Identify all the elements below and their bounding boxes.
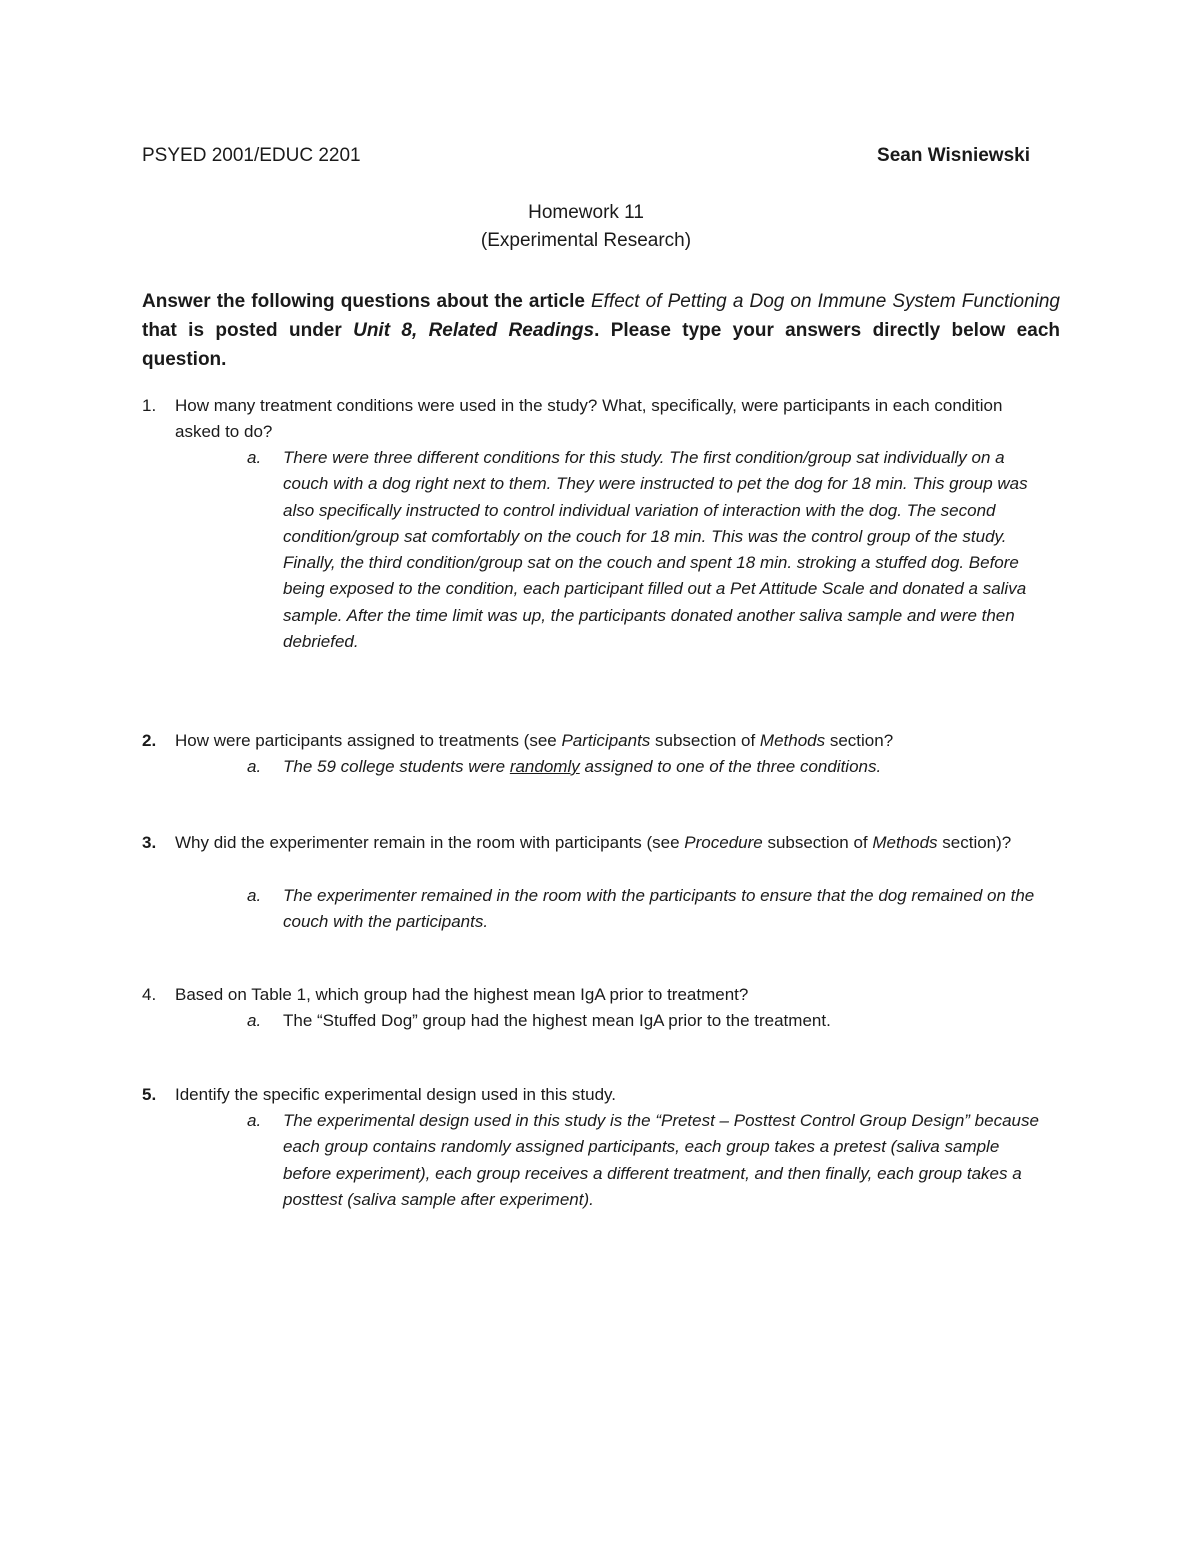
answer-text (283, 754, 1047, 780)
question-5 (142, 1082, 1042, 1108)
question-number: 2. (142, 731, 157, 750)
question-3 (142, 830, 1042, 856)
question-number: 3. (142, 833, 157, 852)
question-text-part: Participants (561, 731, 651, 750)
question-text-part: Procedure (684, 833, 763, 852)
question-text-part: section)? (937, 833, 1012, 852)
question-text-part: subsection of (650, 731, 760, 750)
question-number: 4. (142, 985, 157, 1004)
question-text: Identify the specific experimental design used in this study. (175, 1085, 616, 1104)
intro-text-2: that is posted under (142, 320, 354, 341)
question-4 (142, 982, 1042, 1008)
answer-3 (247, 883, 1047, 936)
answer-letter: a. (247, 886, 262, 905)
question-text: Based on Table 1, which group had the highest mean IgA prior to treatment? (175, 985, 749, 1004)
question-text-part: section? (825, 731, 894, 750)
question-1 (142, 393, 1042, 445)
answer-letter: a. (247, 1111, 262, 1130)
question-text-part: How were participants assigned to treatments (see (175, 731, 562, 750)
document-header (142, 145, 1030, 171)
course-code: PSYED 2001/EDUC 2201 (142, 145, 361, 166)
question-number: 1. (142, 396, 157, 415)
readings-location: Unit 8, Related Readings (353, 320, 595, 341)
question-2 (142, 728, 1042, 754)
question-number: 5. (142, 1085, 157, 1104)
question-text (175, 728, 1042, 754)
answer-text-part: The 59 college students were (283, 757, 510, 776)
answer-text: The “Stuffed Dog” group had the highest mean IgA prior to the treatment. (283, 1011, 831, 1030)
answer-letter: a. (247, 757, 262, 776)
homework-subtitle: (Experimental Research) (480, 230, 692, 251)
answer-4 (247, 1008, 1047, 1034)
answer-text: The experimental design used in this study is the “Pretest – Posttest Control Group Design” because each group contains randomly assigned participants, each group takes a pretest (saliva sample before experiment), each group receives a different treatment, and then finally, each group takes a posttest (saliva sample after experiment). (283, 1111, 1039, 1209)
question-text-part: Methods (759, 731, 826, 750)
answer-letter: a. (247, 1011, 262, 1030)
question-text: How many treatment conditions were used in the study? What, specifically, were participants in each condition asked to do? (175, 396, 1003, 441)
answer-text-part: randomly (509, 757, 580, 776)
homework-title: Homework 11 (528, 202, 644, 223)
answer-text: There were three different conditions for this study. The first condition/group sat individually on a couch with a dog right next to them. They were instructed to pet the dog for 18 min. This group was also specifically instructed to control individual variation of interaction with the dog. The second condition/group sat comfortably on the couch for 18 min. This was the control group of the study. Finally, the third condition/group sat on the couch and spent 18 min. stroking a stuffed dog. Before being exposed to the condition, each participant filled out a Pet Attitude Scale and donated a saliva sample. After the time limit was up, the participants donated another saliva sample and were then debriefed. (283, 448, 1028, 652)
article-title: Effect of Petting a Dog on Immune System Functioning (591, 291, 1060, 312)
question-text-part: Methods (872, 833, 938, 852)
answer-2 (247, 754, 1047, 780)
answer-letter: a. (247, 448, 262, 467)
intro-text-1: Answer the following questions about the article (142, 291, 591, 312)
author-name: Sean Wisniewski (877, 145, 1030, 166)
answer-5 (247, 1108, 1047, 1213)
answer-text-part: assigned to one of the three conditions. (579, 757, 882, 776)
question-text (175, 830, 1042, 856)
intro-text-3: . Please type your answers directly below each question. (142, 320, 1060, 370)
answer-1 (247, 445, 1047, 655)
instructions-paragraph (142, 287, 1060, 374)
question-text-part: Why did the experimenter remain in the room with participants (see (175, 833, 685, 852)
answer-text: The experimenter remained in the room with the participants to ensure that the dog remained on the couch with the participants. (283, 886, 1035, 932)
question-text-part: subsection of (762, 833, 873, 852)
